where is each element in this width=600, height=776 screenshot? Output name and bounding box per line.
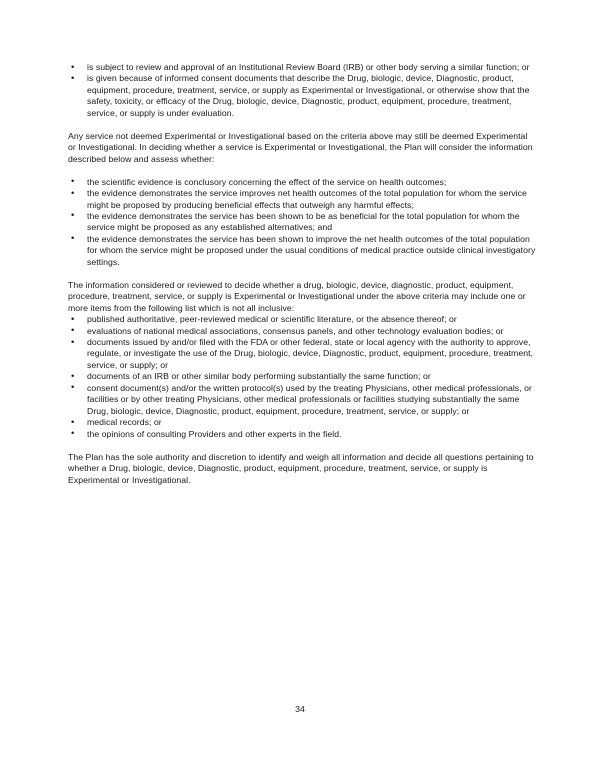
spacer xyxy=(68,165,536,177)
list-item: • is given because of informed consent documents that describe the Drug, biologic, device, Diagnostic, product, equipment, procedure, treatment, service, or supply as Experimental or Investigational, or otherwise show that the safety, toxicity, or efficacy of the Drug, biologic, device, Diagnostic, product, equipment, procedure, treatment, service, or supply is under evaluation. xyxy=(68,73,536,119)
spacer xyxy=(68,268,536,280)
criteria-list-one xyxy=(68,62,536,119)
list-item: • the scientific evidence is conclusory concerning the effect of the service on health outcomes; xyxy=(68,177,536,188)
list-item: • the evidence demonstrates the service has been shown to improve the net health outcomes of the total population for whom the service might be proposed under the usual conditions of medical practice outside clinical investigatory settings. xyxy=(68,234,536,268)
criteria-list-three xyxy=(68,314,536,440)
list-item: • medical records; or xyxy=(68,417,536,428)
criteria-list-two xyxy=(68,177,536,269)
list-item: • consent document(s) and/or the written protocol(s) used by the treating Physicians, other medical professionals, or facilities or by other treating Physicians, other medical professionals or facilities studying substantially the same Drug, biologic, device, Diagnostic, product, equipment, procedure, treatment, service, or supply; or xyxy=(68,383,536,417)
spacer xyxy=(68,119,536,131)
document-body xyxy=(68,62,536,486)
list-item: • the opinions of consulting Providers and other experts in the field. xyxy=(68,429,536,440)
list-item: • documents of an IRB or other similar body performing substantially the same function; or xyxy=(68,371,536,382)
list-item: • is subject to review and approval of an Institutional Review Board (IRB) or other body serving a similar function; or xyxy=(68,62,536,73)
paragraph-information-considered: The information considered or reviewed to decide whether a drug, biologic, device, diagnostic, product, equipment, procedure, treatment, service, or supply is Experimental or Investigational under the above criteria may include one or more items from the following list which is not all inclusive: xyxy=(68,279,526,313)
list-item: • published authoritative, peer-reviewed medical or scientific literature, or the absence thereof; or xyxy=(68,314,536,325)
spacer xyxy=(68,440,536,452)
list-item: • evaluations of national medical associations, consensus panels, and other technology evaluation bodies; or xyxy=(68,326,536,337)
paragraph-plan-authority: The Plan has the sole authority and discretion to identify and weigh all information and decide all questions pertaining to whether a Drug, biologic, device, Diagnostic, product, equipment, procedure, treatment, service, or supply is Experimental or Investigational. xyxy=(68,451,534,485)
list-item: • documents issued by and/or filed with the FDA or other federal, state or local agency with the authority to approve, regulate, or investigate the use of the Drug, biologic, device, Diagnostic, product, equipment, procedure, treatment, service, or supply; or xyxy=(68,337,536,371)
list-item: • the evidence demonstrates the service has been shown to be as beneficial for the total population for whom the service might be proposed as any established alternatives; and xyxy=(68,211,536,234)
page-number: 34 xyxy=(295,704,305,714)
list-item: • the evidence demonstrates the service improves net health outcomes of the total population for whom the service might be proposed by producing beneficial effects that outweigh any harmful effects; xyxy=(68,188,536,211)
paragraph-any-service: Any service not deemed Experimental or Investigational based on the criteria above may still be deemed Experimental or Investigational. In deciding whether a service is Experimental or Investigational, the Plan will consider the information described below and assess whether: xyxy=(68,130,533,164)
